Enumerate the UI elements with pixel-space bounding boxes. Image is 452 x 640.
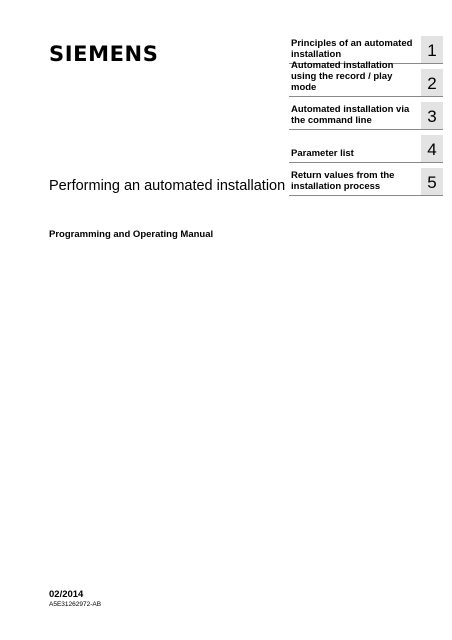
chapter-title: Principles of an automated installation bbox=[291, 38, 413, 60]
document-number: A5E31262972-AB bbox=[49, 601, 102, 608]
chapter-title: Return values from the installation process bbox=[291, 170, 395, 192]
divider bbox=[289, 195, 443, 196]
chapter-entry-5[interactable] bbox=[289, 166, 443, 196]
chapter-title: Parameter list bbox=[291, 148, 354, 159]
divider bbox=[289, 96, 443, 97]
chapter-number-tab: 5 bbox=[421, 168, 443, 196]
chapter-entry-3[interactable] bbox=[289, 100, 443, 130]
chapter-number-tab: 4 bbox=[421, 135, 443, 163]
chapter-entry-2[interactable] bbox=[289, 60, 443, 97]
chapter-number-tab: 3 bbox=[421, 102, 443, 130]
siemens-logo: SIEMENS bbox=[49, 42, 159, 66]
divider bbox=[289, 162, 443, 163]
chapter-number-tab: 2 bbox=[421, 69, 443, 97]
chapter-entry-4[interactable] bbox=[289, 133, 443, 163]
chapter-number-tab: 1 bbox=[421, 36, 443, 64]
divider bbox=[289, 129, 443, 130]
chapter-title: Automated installation via the command line bbox=[291, 104, 410, 126]
publication-date: 02/2014 bbox=[49, 589, 84, 600]
document-title: Performing an automated installation bbox=[49, 178, 286, 194]
chapter-title: Automated installation using the record / play mode bbox=[291, 60, 394, 93]
document-subtitle: Programming and Operating Manual bbox=[49, 229, 214, 240]
